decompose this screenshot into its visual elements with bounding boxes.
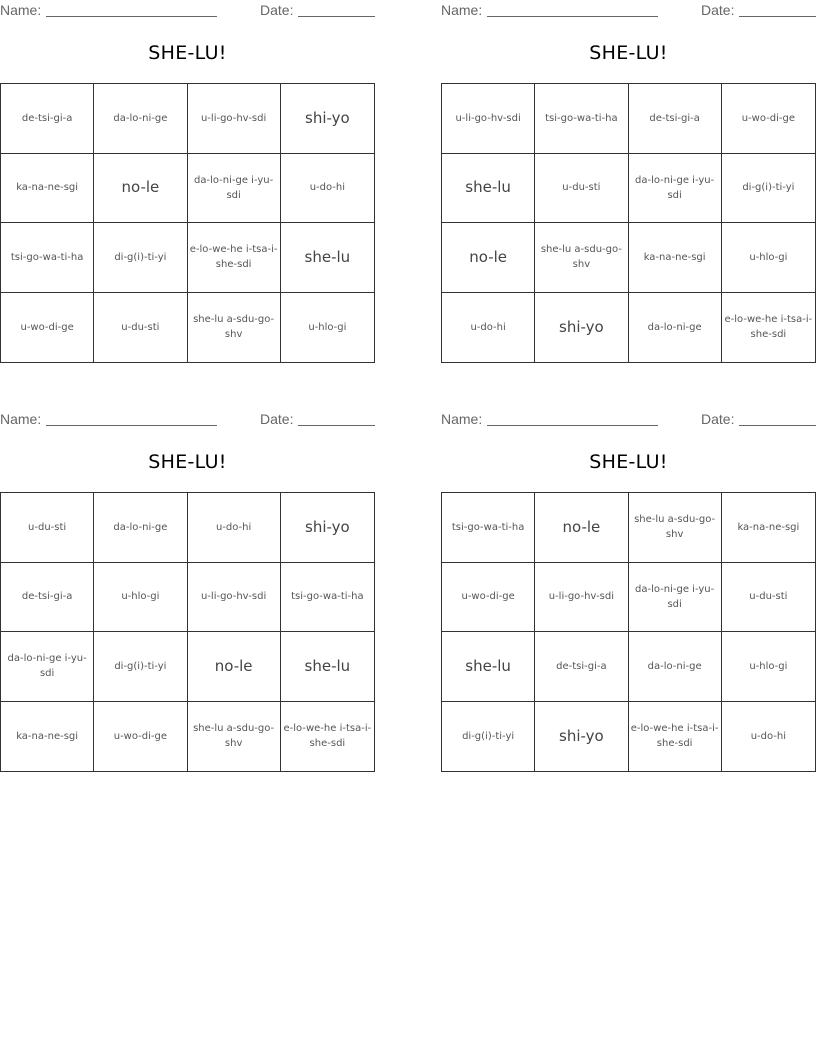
- bingo-cell: de-tsi-gi-a: [535, 632, 628, 702]
- bingo-cell: da-lo-ni-ge i-yu-sdi: [1, 632, 94, 702]
- bingo-cell: e-lo-we-he i-tsa-i-she-sdi: [188, 223, 281, 293]
- bingo-cell: u-hlo-gi: [722, 223, 815, 293]
- name-blank-line: [46, 425, 217, 426]
- bingo-cell: u-hlo-gi: [722, 632, 815, 702]
- bingo-cell: de-tsi-gi-a: [1, 563, 94, 633]
- bingo-cell: u-du-sti: [94, 293, 187, 363]
- card-title: SHE-LU!: [589, 42, 668, 64]
- bingo-cell: she-lu a-sdu-go-shv: [629, 493, 722, 563]
- bingo-cell: ka-na-ne-sgi: [1, 154, 94, 224]
- bingo-cell: u-li-go-hv-sdi: [442, 84, 535, 154]
- bingo-cell: u-do-hi: [281, 154, 374, 224]
- bingo-cell: shi-yo: [281, 84, 374, 154]
- name-date-row: [0, 409, 375, 429]
- bingo-cell: no-le: [535, 493, 628, 563]
- bingo-cell: u-do-hi: [750, 730, 787, 742]
- bingo-cell: u-hlo-gi: [308, 321, 347, 333]
- name-blank-line: [487, 425, 658, 426]
- bingo-grid: [441, 83, 816, 363]
- name-date-row: [441, 0, 816, 20]
- bingo-cell: tsi-go-wa-ti-ha: [442, 493, 535, 563]
- bingo-cell: shi-yo: [281, 493, 374, 563]
- bingo-cell: tsi-go-wa-ti-ha: [535, 84, 628, 154]
- bingo-cell: she-lu: [281, 223, 374, 293]
- date-label: Date:: [260, 411, 294, 427]
- bingo-cell: shi-yo: [535, 293, 628, 363]
- name-blank-line: [487, 16, 658, 17]
- name-date-row: [441, 409, 816, 429]
- bingo-cell: she-lu: [281, 632, 374, 702]
- bingo-cell: de-tsi-gi-a: [1, 84, 94, 154]
- bingo-cell: di-g(i)-ti-yi: [94, 632, 187, 702]
- bingo-cell: da-lo-ni-ge i-yu-sdi: [188, 154, 281, 224]
- bingo-cell: no-le: [442, 223, 535, 293]
- bingo-cell: di-g(i)-ti-yi: [442, 702, 535, 772]
- bingo-cell: e-lo-we-he i-tsa-i-she-sdi: [724, 314, 813, 341]
- bingo-cell: u-li-go-hv-sdi: [188, 84, 281, 154]
- name-blank-line: [46, 16, 217, 17]
- bingo-cell: di-g(i)-ti-yi: [722, 154, 815, 224]
- bingo-cell: ka-na-ne-sgi: [629, 223, 722, 293]
- bingo-cell: she-lu a-sdu-go-shv: [188, 293, 281, 363]
- bingo-cell: u-wo-di-ge: [1, 293, 94, 363]
- bingo-cell: ka-na-ne-sgi: [1, 702, 94, 772]
- bingo-cell: u-wo-di-ge: [94, 702, 187, 772]
- date-blank-line: [298, 16, 375, 17]
- card-title: SHE-LU!: [148, 42, 227, 64]
- bingo-cell: e-lo-we-he i-tsa-i-she-sdi: [283, 723, 372, 750]
- bingo-cell: u-do-hi: [442, 293, 535, 363]
- bingo-cell: u-li-go-hv-sdi: [188, 563, 281, 633]
- bingo-cell: da-lo-ni-ge: [94, 84, 187, 154]
- bingo-cell: shi-yo: [535, 702, 628, 772]
- bingo-cell: u-do-hi: [188, 493, 281, 563]
- name-label: Name:: [441, 411, 483, 427]
- bingo-cell: u-wo-di-ge: [722, 84, 815, 154]
- bingo-cell: she-lu: [442, 632, 535, 702]
- name-label: Name:: [0, 2, 42, 18]
- date-blank-line: [739, 425, 816, 426]
- date-blank-line: [298, 425, 375, 426]
- date-label: Date:: [260, 2, 294, 18]
- date-label: Date:: [701, 2, 735, 18]
- name-label: Name:: [441, 2, 483, 18]
- bingo-cell: no-le: [188, 632, 281, 702]
- bingo-cell: u-wo-di-ge: [442, 563, 535, 633]
- card-title: SHE-LU!: [589, 451, 668, 473]
- bingo-cell: ka-na-ne-sgi: [722, 493, 815, 563]
- date-label: Date:: [701, 411, 735, 427]
- bingo-cell: u-du-sti: [722, 563, 815, 633]
- bingo-cell: no-le: [94, 154, 187, 224]
- bingo-cell: u-hlo-gi: [94, 563, 187, 633]
- bingo-cell: de-tsi-gi-a: [629, 84, 722, 154]
- bingo-grid: [0, 492, 375, 772]
- bingo-cell: tsi-go-wa-ti-ha: [1, 223, 94, 293]
- bingo-cell: da-lo-ni-ge: [94, 493, 187, 563]
- bingo-cell: she-lu a-sdu-go-shv: [188, 702, 281, 772]
- bingo-cell: she-lu a-sdu-go-shv: [535, 223, 628, 293]
- bingo-grid: [0, 83, 375, 363]
- bingo-cell: da-lo-ni-ge: [629, 632, 722, 702]
- bingo-grid: [441, 492, 816, 772]
- name-label: Name:: [0, 411, 42, 427]
- bingo-cell: da-lo-ni-ge: [629, 293, 722, 363]
- name-date-row: [0, 0, 375, 20]
- bingo-cell: di-g(i)-ti-yi: [94, 223, 187, 293]
- bingo-cell: she-lu: [442, 154, 535, 224]
- bingo-cell: u-du-sti: [1, 493, 94, 563]
- date-blank-line: [739, 16, 816, 17]
- bingo-cell: tsi-go-wa-ti-ha: [281, 563, 374, 633]
- bingo-cell: u-li-go-hv-sdi: [535, 563, 628, 633]
- bingo-cell: e-lo-we-he i-tsa-i-she-sdi: [629, 702, 722, 772]
- bingo-cell: u-du-sti: [535, 154, 628, 224]
- bingo-cell: da-lo-ni-ge i-yu-sdi: [629, 563, 722, 633]
- bingo-cell: da-lo-ni-ge i-yu-sdi: [629, 154, 722, 224]
- card-title: SHE-LU!: [148, 451, 227, 473]
